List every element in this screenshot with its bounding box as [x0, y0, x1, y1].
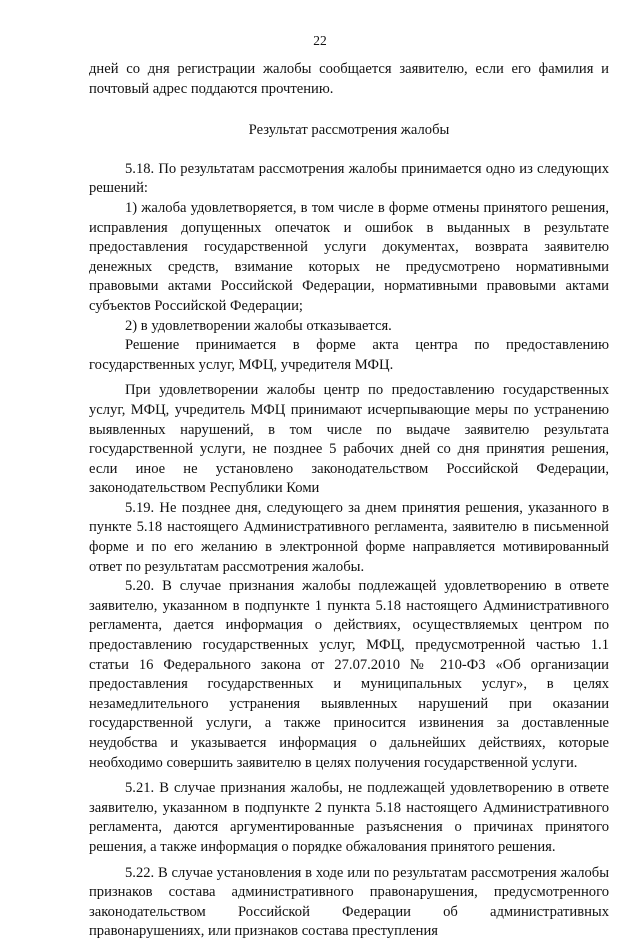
section-heading: Результат рассмотрения жалобы [248, 122, 450, 139]
paragraph-5-19: 5.19. Не позднее дня, следующего за днем принятия решения, указанного в пункте 5.18 настоящего Административного регламента, заявителю в письменной форме и по его желанию в электронной форме направляется мотивированный ответ по результатам рассмотрения жалобы. [89, 499, 609, 575]
paragraph-5-22: 5.22. В случае установления в ходе или по результатам рассмотрения жалобы признаков состава административного правонарушения, предусмотренного законодательством Российской Федерации об административных правонарушениях, или признаков состава преступления [89, 864, 609, 940]
paragraph-decision-1: 1) жалоба удовлетворяется, в том числе в форме отмены принятого решения, исправления допущенных опечаток и ошибок в выданных в результате предоставления государственной услуги документах, возврата заявителю денежных средств, взимание которых не предусмотрено нормативными правовыми актами Российской Федерации, нормативными правовыми актами субъектов Российской Федерации; [89, 199, 609, 314]
page-number: 22 [313, 33, 327, 48]
paragraph-decision-2: 2) в удовлетворении жалобы отказывается. [125, 317, 392, 334]
paragraph-5-20: 5.20. В случае признания жалобы подлежащей удовлетворению в ответе заявителю, указанном в подпункте 1 пункта 5.18 настоящего Административного регламента, дается информация о действиях, осуществляемых центром по предоставлению государственных услуг, МФЦ, предусмотренной частью 1.1 статьи 16 Федерального закона от 27.07.2010 № 210-ФЗ «Об организации предоставления государственных и муниципальных услуг», в целях незамедлительного устранения выявленных нарушений при оказании государственной услуги, а также приносится извинения за доставленные неудобства и указывается информация о дальнейших действиях, которые необходимо совершить заявителю в целях получения государственной услуги. [89, 578, 609, 771]
paragraph-satisfaction-measures: При удовлетворении жалобы центр по предоставлению государственных услуг, МФЦ, учредитель МФЦ принимают исчерпывающие меры по устранению выявленных нарушений, в том числе по выдаче заявителю результата государственной услуги, не позднее 5 рабочих дней со дня принятия решения, если иное не установлено законодательством Российской Федерации, законодательством Республики Коми [89, 382, 609, 497]
paragraph-5-21: 5.21. В случае признания жалобы, не подлежащей удовлетворению в ответе заявителю, указанном в подпункте 2 пункта 5.18 настоящего Административного регламента, даются аргументированные разъяснения о причинах принятого решения, а также информация о порядке обжалования принятого решения. [89, 780, 609, 855]
paragraph-continuation: дней со дня регистрации жалобы сообщается заявителю, если его фамилия и почтовый адрес поддаются прочтению. [89, 61, 609, 97]
paragraph-decision-form: Решение принимается в форме акта центра по предоставлению государственных услуг, МФЦ, учредителя МФЦ. [89, 337, 609, 373]
document-body [89, 60, 609, 942]
paragraph-5-18: 5.18. По результатам рассмотрения жалобы принимается одно из следующих решений: [89, 160, 609, 197]
